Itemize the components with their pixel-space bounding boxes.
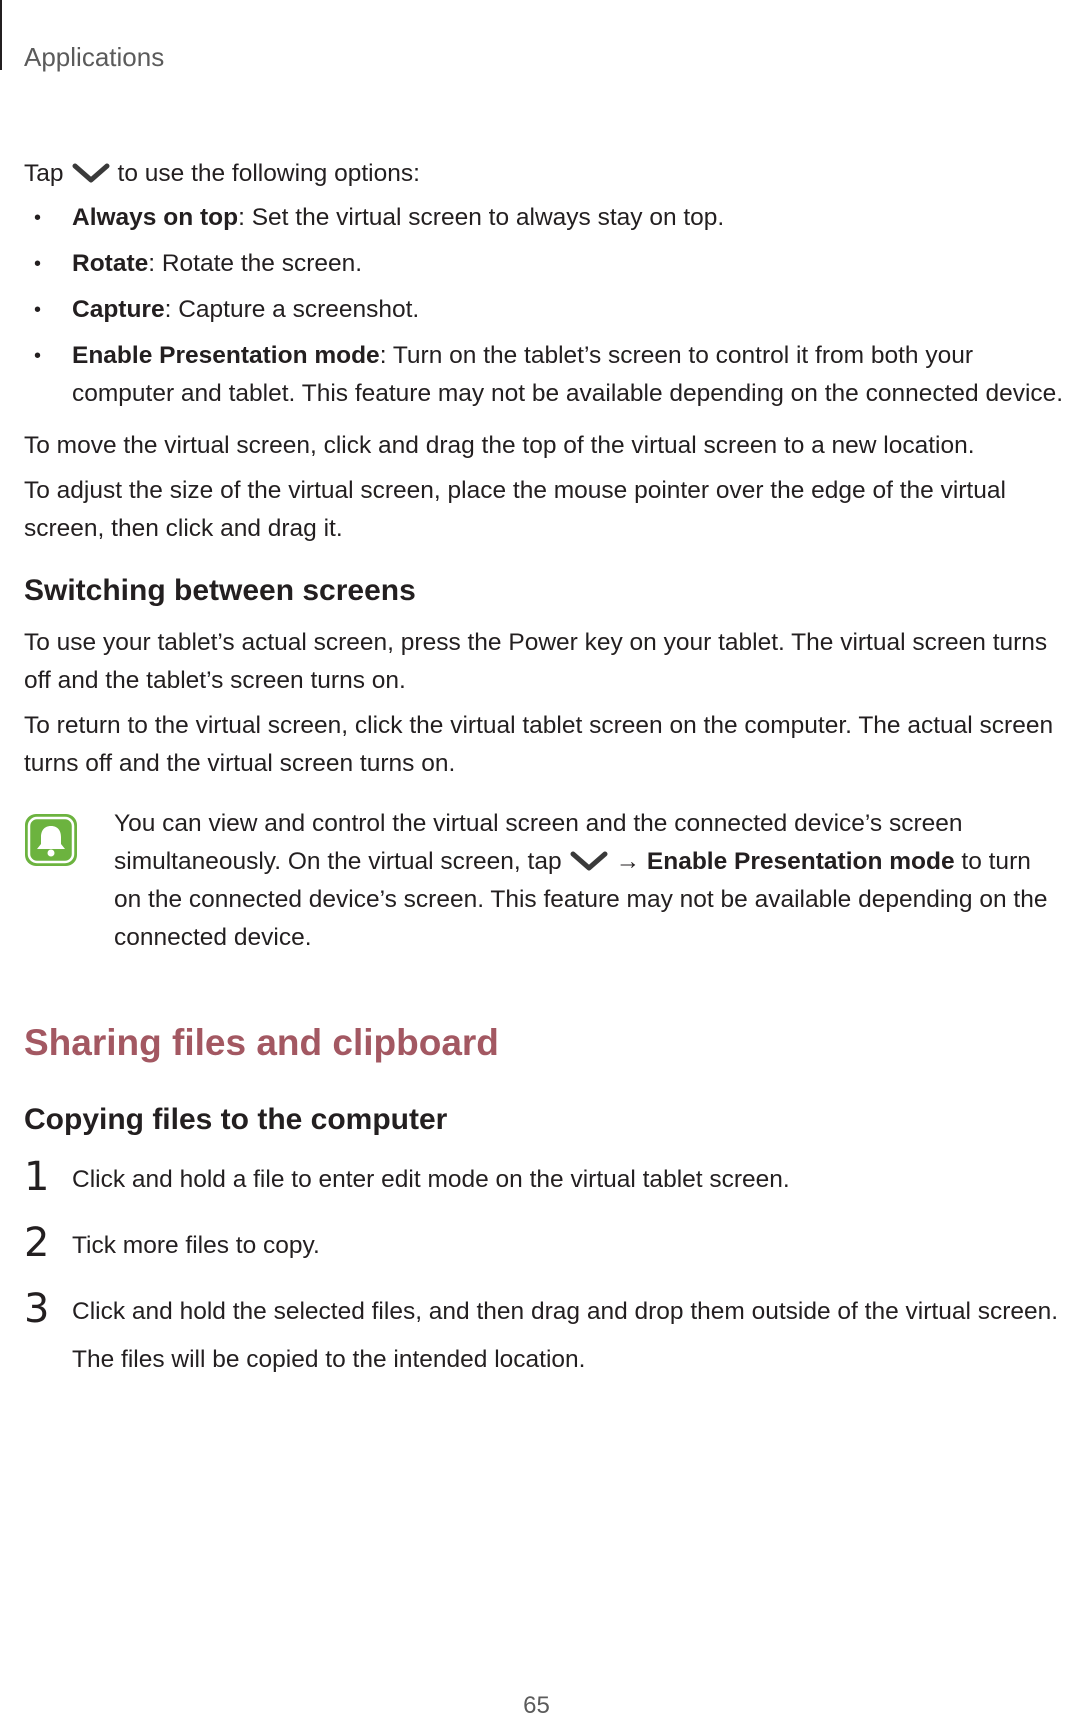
list-item xyxy=(24,245,1064,283)
running-header: Applications xyxy=(24,42,165,72)
option-desc: : Turn on the tablet’s screen to control it from both your computer and tablet. This feature may not be available depending on the connected device. xyxy=(72,342,1064,407)
option-desc: : Set the virtual screen to always stay on top. xyxy=(238,204,725,231)
step-number: 1 xyxy=(24,1154,50,1200)
bullet: • xyxy=(34,253,42,275)
chevron-down-icon xyxy=(570,850,608,872)
option-term: Enable Presentation mode xyxy=(72,342,380,369)
bell-icon xyxy=(24,813,78,867)
step-note: The files will be copied to the intended location. xyxy=(72,1346,586,1373)
option-desc: : Rotate the screen. xyxy=(148,250,363,277)
bullet: • xyxy=(34,299,42,321)
step-text: Click and hold a file to enter edit mode on the virtual tablet screen. xyxy=(72,1166,790,1193)
note-part1: You can view and control the virtual screen and the connected device’s screen simultaneously. On the virtual screen, tap xyxy=(114,810,963,875)
arrow: → xyxy=(615,848,641,875)
option-term: Always on top xyxy=(72,204,239,231)
step-item xyxy=(24,1154,1064,1200)
step-item xyxy=(24,1220,1064,1266)
step-text: Tick more files to copy. xyxy=(72,1232,320,1259)
step-number: 3 xyxy=(24,1286,50,1332)
option-desc: : Capture a screenshot. xyxy=(164,296,420,323)
option-term: Capture xyxy=(72,296,165,323)
page-content xyxy=(24,155,1064,1407)
list-item xyxy=(24,291,1064,329)
adjust-paragraph: To adjust the size of the virtual screen, place the mouse pointer over the edge of the virtual screen, then click and drag it. xyxy=(24,477,1006,542)
step-text: Click and hold the selected files, and then drag and drop them outside of the virtual screen. xyxy=(72,1298,1059,1325)
options-list xyxy=(24,199,1064,413)
list-item xyxy=(24,199,1064,237)
option-term: Rotate xyxy=(72,250,149,277)
step-item xyxy=(24,1286,1064,1379)
section-title: Sharing files and clipboard xyxy=(24,1022,499,1063)
note-bold: Enable Presentation mode xyxy=(646,848,955,875)
note-box xyxy=(24,805,1064,957)
chevron-down-icon xyxy=(72,162,110,184)
note-text xyxy=(114,805,1064,957)
intro-line xyxy=(24,155,1064,193)
list-item xyxy=(24,337,1064,413)
step-number: 2 xyxy=(24,1220,50,1266)
note-part2: to turn on the connected device’s screen. This feature may not be available depending on the connected device. xyxy=(114,848,1048,951)
bullet: • xyxy=(34,207,42,229)
move-paragraph: To move the virtual screen, click and drag the top of the virtual screen to a new location. xyxy=(24,432,975,459)
switching-paragraph-1: To use your tablet’s actual screen, press the Power key on your tablet. The virtual screen turns off and the tablet’s screen turns on. xyxy=(24,629,1048,694)
intro-prefix: Tap xyxy=(24,160,64,187)
switching-heading: Switching between screens xyxy=(24,574,416,607)
switching-paragraph-2: To return to the virtual screen, click the virtual tablet screen on the computer. The actual screen turns off and the virtual screen turns on. xyxy=(24,712,1054,777)
steps-list xyxy=(24,1154,1064,1379)
bullet: • xyxy=(34,345,42,367)
subsection-title: Copying files to the computer xyxy=(24,1103,448,1136)
corner-rule xyxy=(0,0,2,70)
page-number: 65 xyxy=(523,1692,550,1719)
intro-suffix: to use the following options: xyxy=(117,160,420,187)
